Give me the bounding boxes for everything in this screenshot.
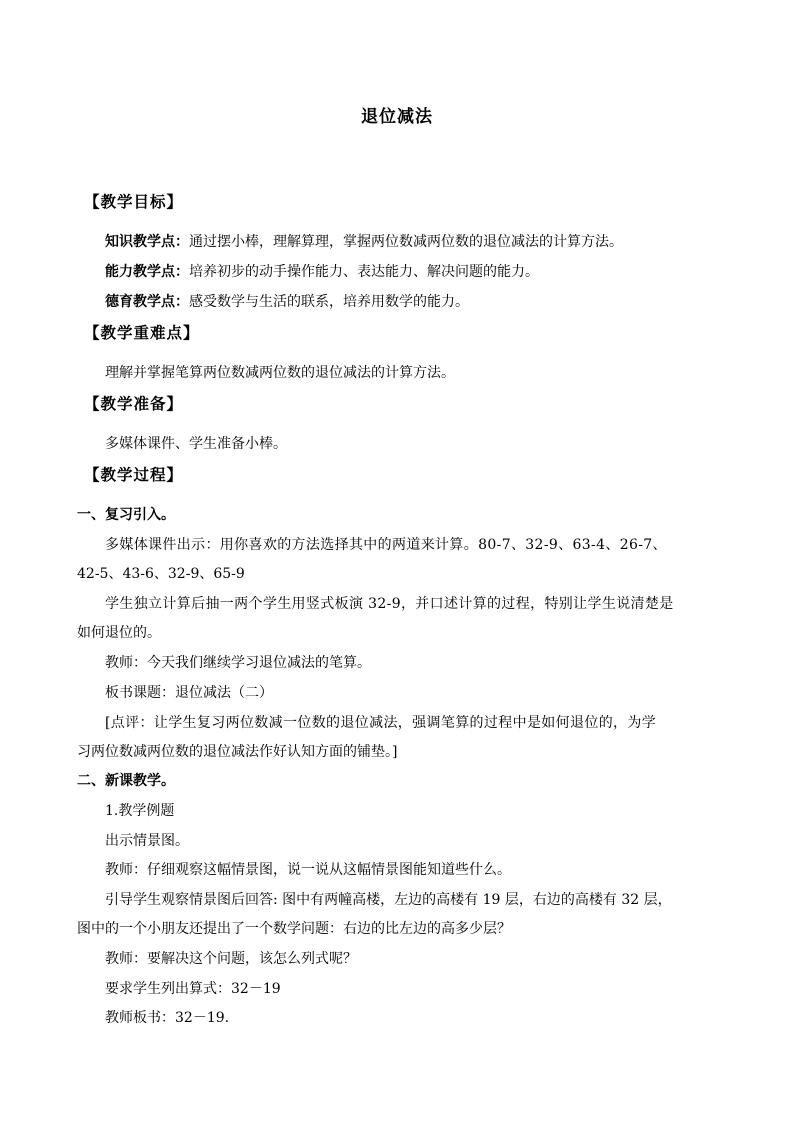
goal-ability-label: 能力教学点： [105,264,189,280]
document-title: 退位减法 [361,107,433,127]
paragraph-line: 1.教学例题 [105,803,175,819]
paragraph-line: 教师：要解决这个问题，该怎么列式呢？ [105,951,357,967]
preparation-text: 多媒体课件、学生准备小棒。 [105,436,287,452]
section-heading-preparation: 【教学准备】 [84,394,184,413]
key-points-text: 理解并掌握笔算两位数减两位数的退位减法的计算方法。 [105,365,455,381]
section-heading-key-points: 【教学重难点】 [84,323,200,342]
paragraph-line: 多媒体课件出示：用你喜欢的方法选择其中的两道来计算。80-7、32-9、63-4、26-7、 [105,537,667,553]
part2-heading: 二、新课教学。 [77,773,175,789]
goal-moral-label: 德育教学点： [105,294,189,310]
goal-knowledge-text: 通过摆小棒，理解算理，掌握两位数减两位数的退位减法的计算方法。 [189,234,623,250]
paragraph-line: 如何退位的。 [77,625,161,641]
paragraph-line: 图中的一个小朋友还提出了一个数学问题：右边的比左边的高多少层？ [77,921,511,937]
paragraph-line: 习两位数减两位数的退位减法作好认知方面的铺垫。] [77,744,398,760]
paragraph-line: 教师：仔细观察这幅情景图，说一说从这幅情景图能知道些什么。 [105,862,511,878]
paragraph-line: 教师板书：32－19. [105,1010,230,1026]
goal-moral [105,292,469,312]
goal-ability-text: 培养初步的动手操作能力、表达能力、解决问题的能力。 [189,264,539,280]
part1-heading: 一、复习引入。 [77,507,175,523]
paragraph-line: 42-5、43-6、32-9、65-9 [77,566,245,582]
paragraph-line: [点评：让学生复习两位数减一位数的退位减法，强调笔算的过程中是如何退位的，为学 [105,715,657,731]
goal-ability [105,262,539,282]
section-heading-goals: 【教学目标】 [84,192,184,211]
goal-moral-text: 感受数学与生活的联系，培养用数学的能力。 [189,294,469,310]
goal-knowledge-label: 知识教学点： [105,234,189,250]
paragraph-line: 引导学生观察情景图后回答: 图中有两幢高楼，左边的高楼有 19 层，右边的高楼有 32 层， [105,892,672,908]
goal-knowledge [105,232,623,252]
section-heading-process: 【教学过程】 [84,465,184,484]
paragraph-line: 教师：今天我们继续学习退位减法的笔算。 [105,655,371,671]
paragraph-line: 学生独立计算后抽一两个学生用竖式板演 32-9，并口述计算的过程，特别让学生说清楚是 [105,596,674,612]
paragraph-line: 要求学生列出算式：32－19 [105,981,281,997]
paragraph-line: 出示情景图。 [105,833,189,849]
paragraph-line: 板书课题：退位减法（二） [105,685,273,701]
